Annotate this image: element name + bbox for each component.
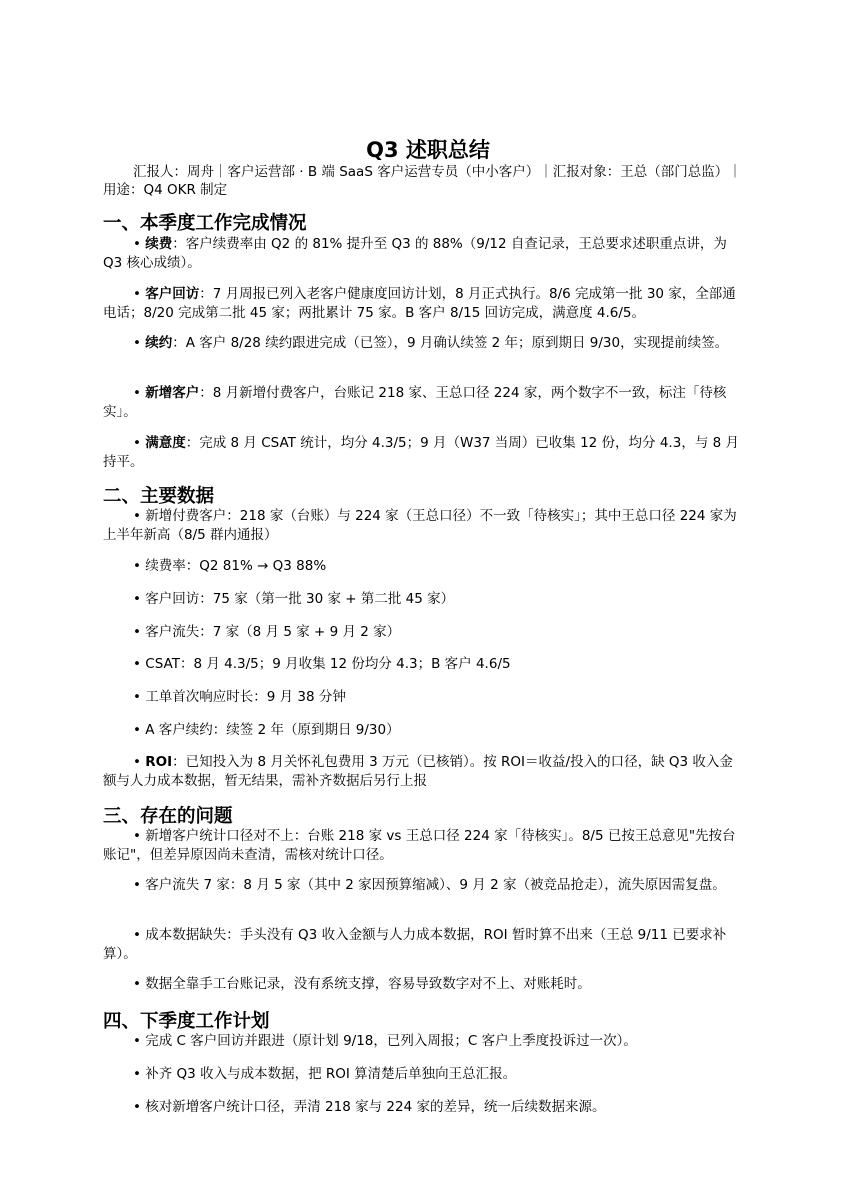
item-text: 核对新增客户统计口径，弄清 218 家与 224 家的差异，统一后续数据来源。 — [145, 1099, 606, 1115]
list-item: • 补齐 Q3 收入与成本数据，把 ROI 算清楚后单独向王总汇报。 — [133, 1066, 517, 1082]
item-label: 满意度 — [145, 435, 186, 451]
item-text: CSAT：8 月 4.3/5；9 月收集 12 份均分 4.3；B 客户 4.6/5 — [145, 656, 511, 672]
item-text: 完成 8 月 CSAT 统计，均分 4.3/5；9 月（W37 当周）已收集 12 份，均分 4.3，与 8 月持平。 — [103, 435, 739, 470]
list-item: • 客户流失 7 家：8 月 5 家（其中 2 家因预算缩减）、9 月 2 家（被竞品抢走），流失原因需复盘。 — [133, 877, 726, 893]
item-separator: ： — [172, 335, 186, 351]
item-label: ROI — [145, 754, 173, 770]
section-heading-issues: 三、存在的问题 — [103, 806, 233, 827]
item-separator: ： — [199, 286, 213, 302]
section-heading-work-completion: 一、本季度工作完成情况 — [103, 213, 307, 234]
list-item: • 核对新增客户统计口径，弄清 218 家与 224 家的差异，统一后续数据来源。 — [133, 1099, 606, 1115]
list-item: • 满意度：完成 8 月 CSAT 统计，均分 4.3/5；9 月（W37 当周）已收集 12 份，均分 4.3，与 8 月持平。 — [103, 435, 739, 470]
list-item: • 续费：客户续费率由 Q2 的 81% 提升至 Q3 的 88%（9/12 自查记录，王总要求述职重点讲，为 Q3 核心成绩）。 — [103, 236, 727, 271]
item-text: 客户流失：7 家（8 月 5 家 + 9 月 2 家） — [145, 624, 401, 640]
document-subtitle: 汇报人：周舟｜客户运营部 · B 端 SaaS 客户运营专员（中小客户）｜汇报对象：王总（部门总监）｜用途：Q4 OKR 制定 — [103, 164, 742, 198]
item-text: 续费率：Q2 81% → Q3 88% — [145, 558, 327, 574]
item-label: 新增客户 — [145, 385, 200, 401]
list-item: • 客户回访：7 月周报已列入老客户健康度回访计划，8 月正式执行。8/6 完成第一批 30 家，全部通电话；8/20 完成第二批 45 家；两批累计 75 家。B 客户 8/15 回访完成，满意度 4.6/5。 — [103, 286, 736, 321]
item-text: 新增付费客户：218 家（台账）与 224 家（王总口径）不一致「待核实」；其中王总口径 224 家为上半年新高（8/5 群内通报） — [103, 508, 737, 543]
list-item: • 新增客户：8 月新增付费客户，台账记 218 家、王总口径 224 家，两个数字不一致，标注「待核实」。 — [103, 385, 727, 420]
item-text: 补齐 Q3 收入与成本数据，把 ROI 算清楚后单独向王总汇报。 — [145, 1066, 517, 1082]
item-separator: ： — [172, 236, 186, 252]
list-item: • 客户流失：7 家（8 月 5 家 + 9 月 2 家） — [133, 624, 401, 640]
item-text: A 客户 8/28 续约跟进完成（已签），9 月确认续签 2 年；原到期日 9/30，实现提前续签。 — [185, 335, 729, 351]
item-text: 成本数据缺失：手头没有 Q3 收入金额与人力成本数据，ROI 暂时算不出来（王总 9/11 已要求补算）。 — [103, 927, 727, 962]
item-text: 完成 C 客户回访并跟进（原计划 9/18，已列入周报；C 客户上季度投诉过一次）。 — [145, 1033, 637, 1049]
list-item: • 工单首次响应时长：9 月 38 分钟 — [133, 689, 346, 705]
item-text: 客户续费率由 Q2 的 81% 提升至 Q3 的 88%（9/12 自查记录，王总要求述职重点讲，为 Q3 核心成绩）。 — [103, 236, 727, 271]
item-separator: ： — [199, 385, 213, 401]
list-item: • CSAT：8 月 4.3/5；9 月收集 12 份均分 4.3；B 客户 4.6/5 — [133, 656, 511, 672]
item-separator: ： — [172, 754, 186, 770]
list-item: • 续费率：Q2 81% → Q3 88% — [133, 558, 327, 574]
section-heading-key-data: 二、主要数据 — [103, 486, 215, 507]
list-item: • 数据全靠手工台账记录，没有系统支撑，容易导致数字对不上、对账耗时。 — [133, 976, 591, 992]
item-text: A 客户续约：续签 2 年（原到期日 9/30） — [145, 722, 400, 738]
list-item: • ROI：已知投入为 8 月关怀礼包费用 3 万元（已核销）。按 ROI＝收益/投入的口径，缺 Q3 收入金额与人力成本数据，暂无结果，需补齐数据后另行上报 — [103, 754, 733, 789]
list-item: • 完成 C 客户回访并跟进（原计划 9/18，已列入周报；C 客户上季度投诉过一次）。 — [133, 1033, 637, 1049]
document-title: Q3 述职总结 — [366, 138, 490, 162]
item-text: 8 月新增付费客户，台账记 218 家、王总口径 224 家，两个数字不一致，标注「待核实」。 — [103, 385, 727, 420]
item-text: 客户流失 7 家：8 月 5 家（其中 2 家因预算缩减）、9 月 2 家（被竞品抢走），流失原因需复盘。 — [145, 877, 726, 893]
item-text: 新增客户统计口径对不上：台账 218 家 vs 王总口径 224 家「待核实」。8/5 已按王总意见"先按台账记"，但差异原因尚未查清，需核对统计口径。 — [103, 828, 736, 863]
item-text: 7 月周报已列入老客户健康度回访计划，8 月正式执行。8/6 完成第一批 30 家，全部通电话；8/20 完成第二批 45 家；两批累计 75 家。B 客户 8/15 回访完成，满意度 4.6/5。 — [103, 286, 736, 321]
list-item: • 新增付费客户：218 家（台账）与 224 家（王总口径）不一致「待核实」；其中王总口径 224 家为上半年新高（8/5 群内通报） — [103, 508, 737, 543]
item-label: 续约 — [145, 335, 173, 351]
list-item: • 续约：A 客户 8/28 续约跟进完成（已签），9 月确认续签 2 年；原到期日 9/30，实现提前续签。 — [133, 335, 729, 351]
item-text: 已知投入为 8 月关怀礼包费用 3 万元（已核销）。按 ROI＝收益/投入的口径，缺 Q3 收入金额与人力成本数据，暂无结果，需补齐数据后另行上报 — [103, 754, 733, 789]
list-item: • 成本数据缺失：手头没有 Q3 收入金额与人力成本数据，ROI 暂时算不出来（王总 9/11 已要求补算）。 — [103, 927, 727, 962]
section-heading-next-quarter-plan: 四、下季度工作计划 — [103, 1011, 270, 1032]
item-label: 客户回访 — [145, 286, 200, 302]
list-item: • A 客户续约：续签 2 年（原到期日 9/30） — [133, 722, 400, 738]
list-item: • 客户回访：75 家（第一批 30 家 + 第二批 45 家） — [133, 591, 455, 607]
item-text: 数据全靠手工台账记录，没有系统支撑，容易导致数字对不上、对账耗时。 — [145, 976, 591, 992]
item-text: 客户回访：75 家（第一批 30 家 + 第二批 45 家） — [145, 591, 455, 607]
item-separator: ： — [185, 435, 200, 451]
item-label: 续费 — [145, 236, 173, 252]
item-text: 工单首次响应时长：9 月 38 分钟 — [145, 689, 346, 705]
list-item: • 新增客户统计口径对不上：台账 218 家 vs 王总口径 224 家「待核实」。8/5 已按王总意见"先按台账记"，但差异原因尚未查清，需核对统计口径。 — [103, 828, 736, 863]
